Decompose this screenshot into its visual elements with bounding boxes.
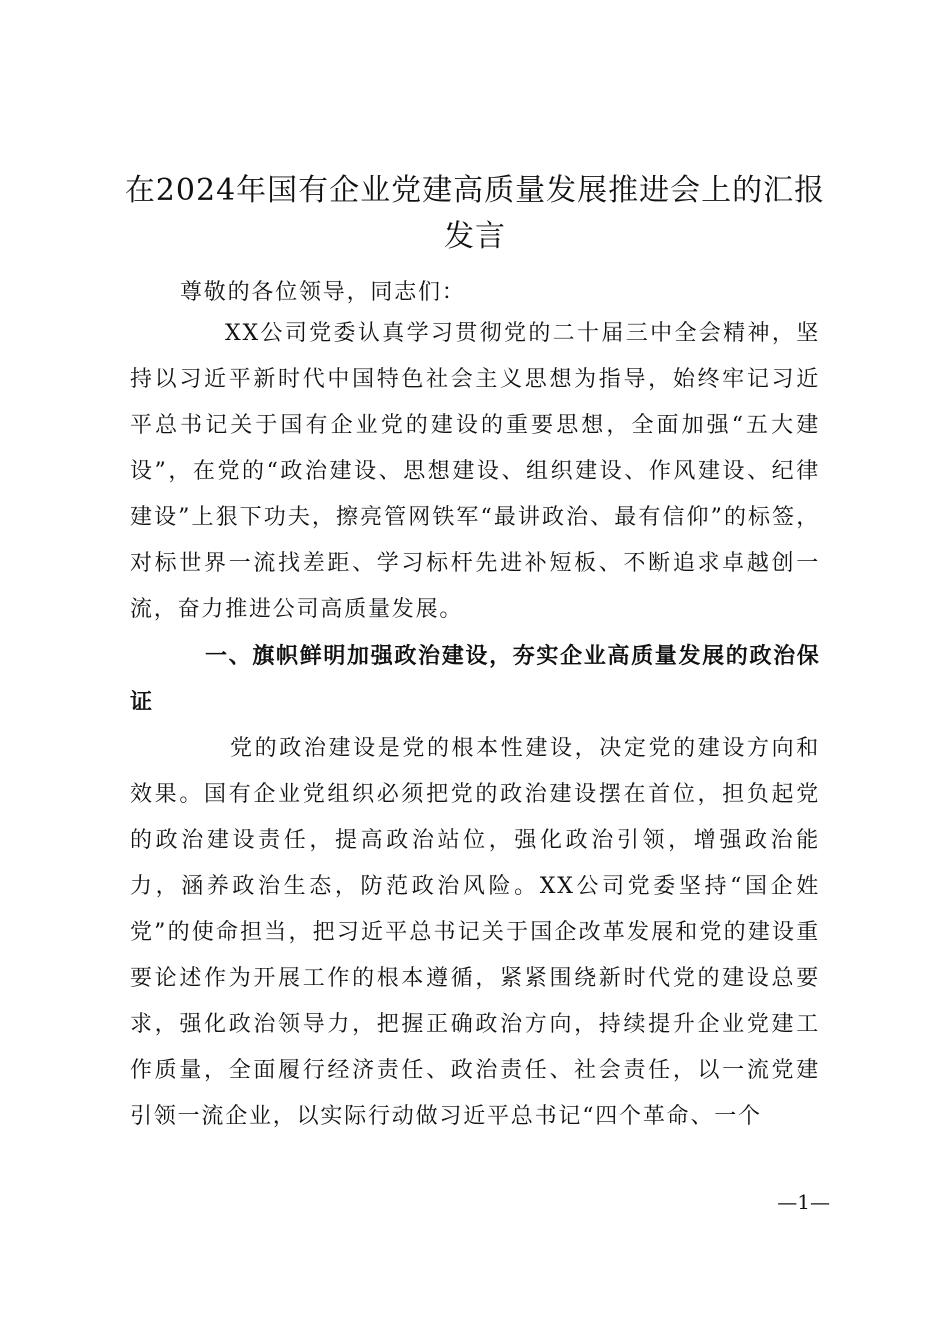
body-paragraph: 党的政治建设是党的根本性建设，决定党的建设方向和效果。国有企业党组织必须把党的政治建设摆在首位，担负起党的政治建设责任，提高政治站位，强化政治引领，增强政治能力，涵养政治生态，防范政治风险。XX公司党委坚持“国企姓党”的使命担当，把习近平总书记关于国企改革发展和党的建设重要论述作为开展工作的根本遵循，紧紧围绕新时代党的建设总要求，强化政治领导力，把握正确政治方向，持续提升企业党建工作质量，全面履行经济责任、政治责任、社会责任，以一流党建引领一流企业，以实际行动做习近平总书记“四个革命、一个 (130, 736, 820, 1129)
intro-paragraph: XX公司党委认真学习贯彻党的二十届三中全会精神，坚持以习近平新时代中国特色社会主义思想为指导，始终牢记习近平总书记关于国有企业党的建设的重要思想，全面加强“五大建设”，在党的“政治建设、思想建设、组织建设、作风建设、纪律建设”上狠下功夫，擦亮管网铁军“最讲政治、最有信仰”的标签，对标世界一流找差距、学习标杆先进补短板、不断追求卓越创一流，奋力推进公司高质量发展。 (130, 321, 820, 622)
page-number: —1— (777, 1190, 830, 1214)
document-title: 在2024年国有企业党建高质量发展推进会上的汇报发言 (124, 173, 826, 254)
section-heading: 一、旗帜鲜明加强政治建设，夯实企业高质量发展的政治保证 (130, 644, 820, 715)
salutation: 尊敬的各位领导，同志们： (180, 280, 466, 305)
